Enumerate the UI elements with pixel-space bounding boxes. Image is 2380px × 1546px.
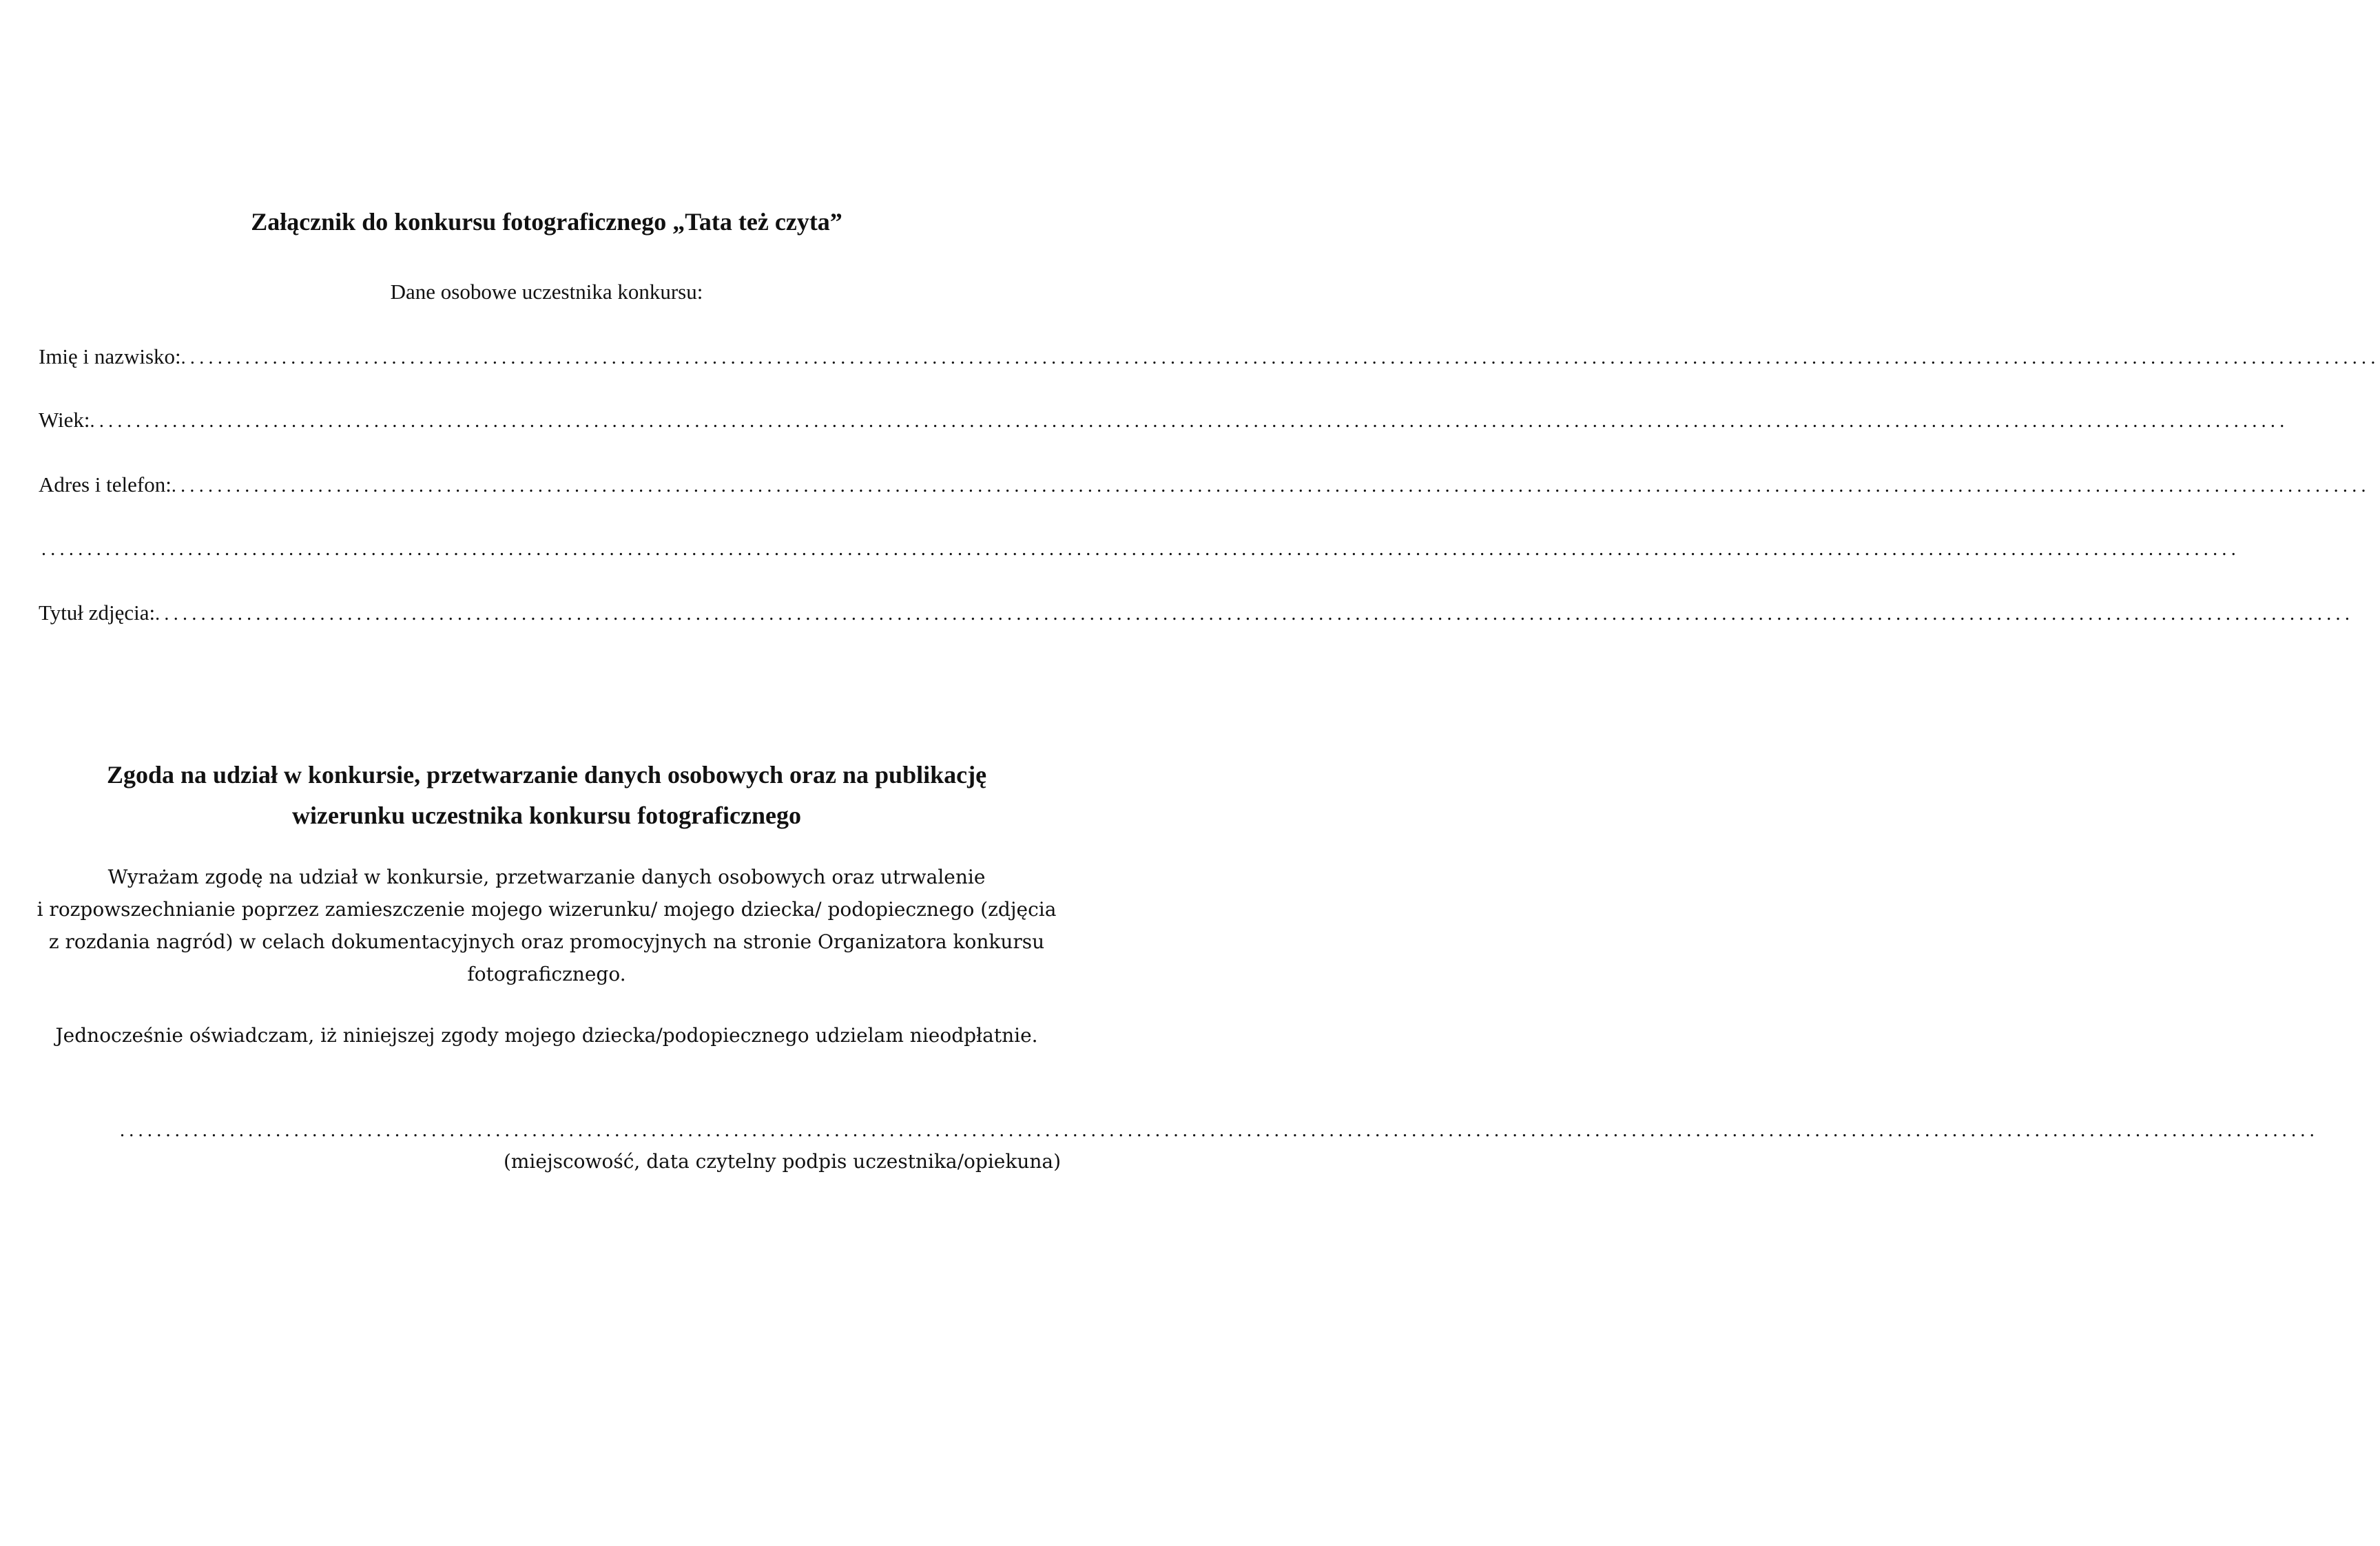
- consent-line-2: i rozpowszechnianie poprzez zamieszczenie mojego wizerunku/ mojego dziecka/ podopiecznego (zdjęcia: [37, 898, 1057, 921]
- signature-caption: (miejscowość, data czytelny podpis uczestnika/opiekuna): [503, 1150, 1061, 1173]
- address-phone-field-label: Adres i telefon:: [39, 472, 172, 497]
- consent-line-1: Wyrażam zgodę na udział w konkursie, przetwarzanie danych osobowych oraz utrwalenie: [107, 866, 986, 888]
- photo-title-field[interactable]: [39, 598, 2355, 628]
- personal-data-heading: Dane osobowe uczestnika konkursu:: [390, 280, 703, 304]
- consent-line-3: z rozdania nagród) w celach dokumentacyjnych oraz promocyjnych na stronie Organizatora konkursu: [48, 930, 1045, 953]
- age-field-label: Wiek:: [39, 408, 90, 432]
- age-field[interactable]: [39, 405, 2289, 435]
- consent-line-4: fotograficznego.: [467, 963, 626, 985]
- photo-title-field-fill-line[interactable]: ................................................................................................................................................................................................................................................: [155, 603, 2355, 625]
- consent-title: [55, 755, 1038, 836]
- signature-fill-line[interactable]: ................................................................................................................................................................................................................................................: [120, 1120, 2319, 1141]
- address-phone-field-fill-line[interactable]: ................................................................................................................................................................................................................................................: [171, 475, 2370, 497]
- name-field-fill-line[interactable]: ................................................................................................................................................................................................................................................: [180, 347, 2380, 368]
- name-field[interactable]: [39, 342, 2380, 372]
- free-of-charge-declaration: Jednocześnie oświadczam, iż niniejszej zgody mojego dziecka/podopiecznego udzielam nieodpłatnie.: [55, 1024, 1038, 1047]
- name-field-label: Imię i nazwisko:: [39, 344, 181, 368]
- consent-title-line-2: wizerunku uczestnika konkursu fotograficznego: [291, 802, 802, 829]
- photo-title-field-label: Tytuł zdjęcia:: [39, 600, 156, 625]
- address-continuation-fill-line[interactable]: ................................................................................................................................................................................................................................................: [41, 539, 2240, 560]
- consent-title-line-1: Zgoda na udział w konkursie, przetwarzanie danych osobowych oraz na publikację: [106, 761, 987, 788]
- age-field-fill-line[interactable]: ................................................................................................................................................................................................................................................: [90, 410, 2289, 432]
- address-continuation-field[interactable]: [41, 534, 2240, 565]
- address-phone-field[interactable]: [39, 470, 2370, 500]
- document-title: Załącznik do konkursu fotograficznego „Tata też czyta”: [251, 208, 842, 236]
- consent-paragraph: [28, 861, 1066, 990]
